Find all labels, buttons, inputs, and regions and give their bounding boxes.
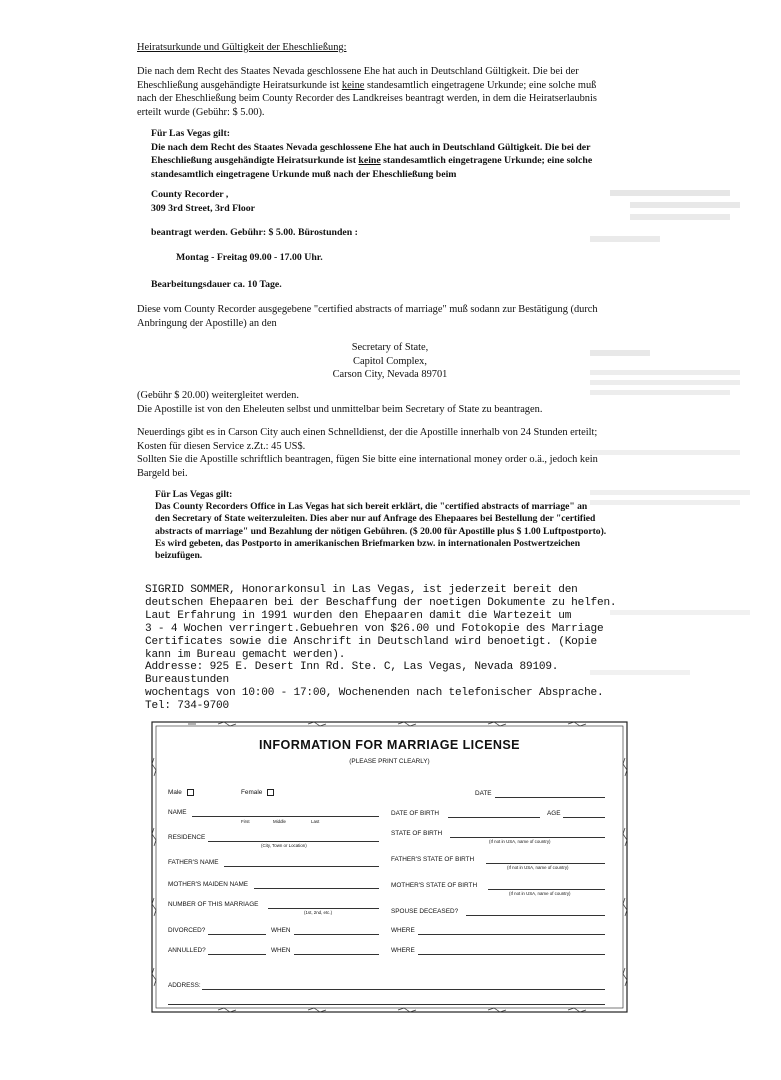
dob-field[interactable] [448,817,540,818]
intro-paragraph [137,65,637,119]
first-caption: First [241,819,250,824]
divorced-when-label: WHEN [271,927,291,934]
consul-line: SIGRID SOMMER, Honorarkonsul in Las Vegas, ist jederzeit bereit den [145,584,578,596]
annulled-field[interactable] [208,954,266,955]
fathers-name-label: FATHER'S NAME [168,859,219,866]
note-line: den Secretary of State weiterzuleiten. Dies aber nur auf Anfrage des Ehepaares bei Bestellung der "certified [155,513,596,525]
last-caption: Last [311,819,320,824]
consul-line: kann im Bureau gemacht werden). [145,648,346,661]
recorder-name: County Recorder , [151,189,229,200]
address-line: Secretary of State, [351,342,429,353]
intro-line: erteilt wurde (Gebühr: $ 5.00). [137,106,265,118]
annulled-where-field[interactable] [418,954,605,955]
note-label: Für Las Vegas gilt: [151,128,231,139]
intro-line: Die nach dem Recht des Staates Nevada geschlossene Ehe hat auch in Deutschland Gültigkeit. Die bei der [137,66,579,77]
number-marriage-label: NUMBER OF THIS MARRIAGE [168,901,259,908]
middle-caption: Middle [273,819,286,824]
male-checkbox[interactable] [187,789,194,796]
address-field-line-2[interactable] [168,1004,605,1005]
express-line: Bargeld bei. [137,467,188,479]
secretary-address [290,341,490,382]
note-line: Eheschließung ausgehändigte Heiratsurkunde ist keine standesamtlich eingetragene Urkunde; eine solche [151,155,593,167]
note-label: Für Las Vegas gilt: [155,489,233,500]
number-marriage-caption: (1st, 2nd, etc.) [304,910,333,915]
age-field[interactable] [563,817,605,818]
residence-caption: (City, Town or Location) [261,843,307,848]
divorced-label: DIVORCED? [168,927,206,934]
annulled-where-label: WHERE [391,947,415,954]
annulled-label: ANNULLED? [168,947,206,954]
divorced-where-field[interactable] [418,934,605,935]
note-line: abstracts of marriage" und Bezahlung der nötigen Gebühren. ($ 20.00 für Apostille plus $ 1.00 Luftpostporto). [155,525,607,537]
las-vegas-note-2 [155,489,645,562]
certified-line: Anbringung der Apostille) an den [137,317,277,329]
express-line: Kosten für diesen Service z.Zt.: 45 US$. [137,440,306,452]
processing-time: Bearbeitungsdauer ca. 10 Tage. [151,279,282,290]
residence-field[interactable] [208,841,379,842]
office-hours: Montag - Freitag 09.00 - 17.00 Uhr. [176,252,323,263]
residence-label: RESIDENCE [168,834,206,841]
express-paragraph [137,426,642,480]
note-line: beizufügen. [155,550,203,562]
form-subtitle: (PLEASE PRINT CLEARLY) [349,758,430,765]
form-title: INFORMATION FOR MARRIAGE LICENSE [259,738,520,752]
address-label: ADDRESS: [168,982,201,989]
mothers-maiden-field[interactable] [254,888,379,889]
mothers-state-label: MOTHER'S STATE OF BIRTH [391,882,478,889]
state-of-birth-label: STATE OF BIRTH [391,830,443,837]
annulled-when-label: WHEN [271,947,291,954]
forward-line: Die Apostille ist von den Eheleuten selbst und unmittelbar beim Secretary of State zu beantragen. [137,403,543,415]
name-label: NAME [168,809,187,816]
address-line: Carson City, Nevada 89701 [332,369,448,381]
address-field[interactable] [202,989,605,990]
address-line: Capitol Complex, [353,355,427,367]
consul-line: wochentags von 10:00 - 17:00, Wochenenden nach telefonischer Absprache. [145,687,604,700]
certified-paragraph [137,303,637,330]
recorder-street: 309 3rd Street, 3rd Floor [151,202,256,214]
recorder-address [151,188,255,215]
spouse-deceased-field[interactable] [466,915,605,916]
marriage-license-form [148,718,631,1016]
consul-line: Addresse: 925 E. Desert Inn Rd. Ste. C, Las Vegas, Nevada 89109. Bureaustunden [145,661,559,687]
age-label: AGE [547,810,561,817]
dob-label: DATE OF BIRTH [391,810,440,817]
certified-line: Diese vom County Recorder ausgegebene "certified abstracts of marriage" muß sodann zur Bestätigung (durch [137,304,598,315]
note-line: Es wird gebeten, das Postporto in amerikanischen Briefmarken bzw. in internationalen Postwertzeichen [155,537,581,549]
express-line: Sollten Sie die Apostille schriftlich beantragen, fügen Sie bitte eine international money order o.ä., jedoch kein [137,454,598,466]
date-field[interactable] [495,797,605,798]
male-checkbox-label: Male [168,789,194,796]
forward-line: (Gebühr $ 20.00) weitergleitet werden. [137,390,299,401]
las-vegas-note-1 [151,127,641,181]
annulled-when-field[interactable] [294,954,379,955]
consul-line: Certificates sowie die Anschrift in Deutschland wird benoetigt. (Kopie [145,635,598,648]
page-heading: Heiratsurkunde und Gültigkeit der Eheschließung: [137,42,347,53]
date-label: DATE [475,790,492,797]
female-checkbox[interactable] [267,789,274,796]
state-of-birth-field[interactable] [450,837,605,838]
name-field[interactable] [192,816,379,817]
express-line: Neuerdings gibt es in Carson City auch einen Schnelldienst, der die Apostille innerhalb von 24 Stunden erteilt; [137,427,598,438]
consul-paragraph [145,584,635,713]
note-line: standesamtlich eingetragene Urkunde muß nach der Eheschließung beim [151,168,457,180]
consul-line: 3 - 4 Wochen verringert.Gebuehren von $26.00 und Fotokopie des Marriage [145,622,604,635]
note-line: Das County Recorders Office in Las Vegas hat sich bereit erklärt, die "certified abstracts of marriage" an [155,501,588,513]
fathers-state-caption: (If not in USA, name of country) [507,865,569,870]
state-of-birth-caption: (If not in USA, name of country) [489,839,551,844]
fathers-name-field[interactable] [224,866,379,867]
consul-line: Tel: 734-9700 [145,700,229,713]
female-checkbox-label: Female [241,789,274,796]
recorder-fee: beantragt werden. Gebühr: $ 5.00. Bürostunden : [151,227,358,238]
apostille-paragraph [137,389,637,416]
note-line: Die nach dem Recht des Staates Nevada geschlossene Ehe hat auch in Deutschland Gültigkeit. Die bei der [151,141,591,153]
consul-line: deutschen Ehepaaren bei der Beschaffung der noetigen Dokumente zu helfen. [145,596,617,609]
intro-line: Eheschließung ausgehändigte Heiratsurkunde ist keine standesamtlich eingetragene Urkunde; eine solche muß [137,79,597,91]
fathers-state-field[interactable] [486,863,605,864]
consul-line: Laut Erfahrung in 1991 wurden den Ehepaaren damit die Wartezeit um [145,609,572,622]
divorced-where-label: WHERE [391,927,415,934]
number-marriage-field[interactable] [268,908,379,909]
divorced-field[interactable] [208,934,266,935]
mothers-state-field[interactable] [488,889,605,890]
intro-line: nach der Eheschließung beim County Recorder des Landkreises beantragt werden, in dem die Heiratserlaubnis [137,93,597,105]
mothers-maiden-label: MOTHER'S MAIDEN NAME [168,881,249,888]
mothers-state-caption: (If not in USA, name of country) [509,891,571,896]
spouse-deceased-label: SPOUSE DECEASED? [391,908,459,915]
divorced-when-field[interactable] [294,934,379,935]
fathers-state-label: FATHER'S STATE OF BIRTH [391,856,475,863]
